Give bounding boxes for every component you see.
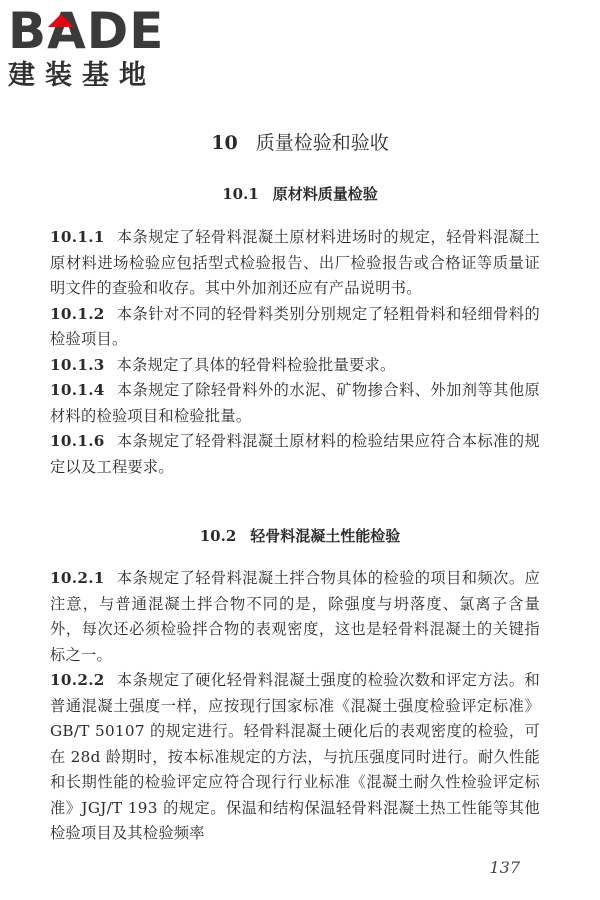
clause-text: 本条规定了轻骨料混凝土拌合物具体的检验的项目和频次。应注意，与普通混凝土拌合物不同的是，除强度与坍落度、氯离子含量外，每次还必须检验拌合物的表观密度，这也是轻骨料混凝土的关键指标之一。	[50, 569, 540, 664]
section-10-2-body	[50, 566, 540, 847]
section-title-10-1	[0, 182, 600, 206]
clause-text: 本条规定了具体的轻骨料检验批量要求。	[116, 355, 396, 374]
page-number: 137	[489, 858, 520, 877]
clause-10-2-1	[50, 566, 540, 668]
section-number: 10.2	[199, 527, 237, 545]
clause-10-1-6	[50, 429, 540, 480]
clause-text: 本条规定了除轻骨料外的水泥、矿物掺合料、外加剂等其他原材料的检验项目和检验批量。	[50, 381, 540, 425]
chapter-number: 10	[211, 132, 238, 154]
logo-word-text: BADE	[8, 2, 165, 60]
logo-wordmark	[8, 2, 178, 60]
clause-10-2-2	[50, 668, 540, 847]
clause-10-1-4	[50, 378, 540, 429]
section-number: 10.1	[222, 185, 259, 203]
clause-text: 本条规定了轻骨料混凝土原材料的检验结果应符合本标准的规定以及工程要求。	[50, 432, 540, 476]
logo-subtitle: 建装基地	[8, 60, 156, 91]
clause-number: 10.1.2	[50, 304, 105, 323]
clause-text: 本条针对不同的轻骨料类别分别规定了轻粗骨料和轻细骨料的检验项目。	[50, 304, 540, 348]
clause-number: 10.2.1	[50, 569, 105, 587]
section-title-10-2	[0, 524, 600, 548]
chapter-title	[0, 128, 600, 158]
clause-number: 10.1.4	[50, 381, 105, 399]
clause-number: 10.1.3	[50, 355, 105, 374]
clause-10-1-2	[50, 302, 540, 353]
bade-logo	[8, 2, 178, 92]
clause-text: 本条规定了轻骨料混凝土原材料进场时的规定，轻骨料混凝土原材料进场检验应包括型式检验报告、出厂检验报告或合格证等质量证明文件的查验和收存。其中外加剂还应有产品说明书。	[50, 228, 540, 297]
clause-number: 10.1.6	[50, 432, 105, 450]
clause-10-1-1	[50, 225, 540, 302]
clause-text: 本条规定了硬化轻骨料混凝土强度的检验次数和评定方法。和普通混凝土强度一样，应按现行国家标准《混凝土强度检验评定标准》GB/T 50107 的规定进行。轻骨料混凝土硬化后的表观密度的检验，可在 28d 龄期时，按本标准规定的方法，与抗压强度同时进行。耐久性能和长期性能的检验评定应符合现行行业标准《混凝土耐久性检验评定标准》JGJ/T 193 的规定。保温和结构保温轻骨料混凝土热工性能等其他检验项目及其检验频率	[50, 671, 540, 842]
clause-number: 10.1.1	[50, 228, 105, 246]
section-10-1-body	[50, 225, 540, 480]
logo-accent-triangle	[48, 14, 74, 27]
clause-10-1-3	[50, 353, 540, 379]
chapter-title-text: 质量检验和验收	[255, 132, 389, 154]
section-title-text: 原材料质量检验	[272, 185, 378, 203]
section-title-text: 轻骨料混凝土性能检验	[250, 527, 401, 545]
clause-number: 10.2.2	[50, 671, 105, 689]
